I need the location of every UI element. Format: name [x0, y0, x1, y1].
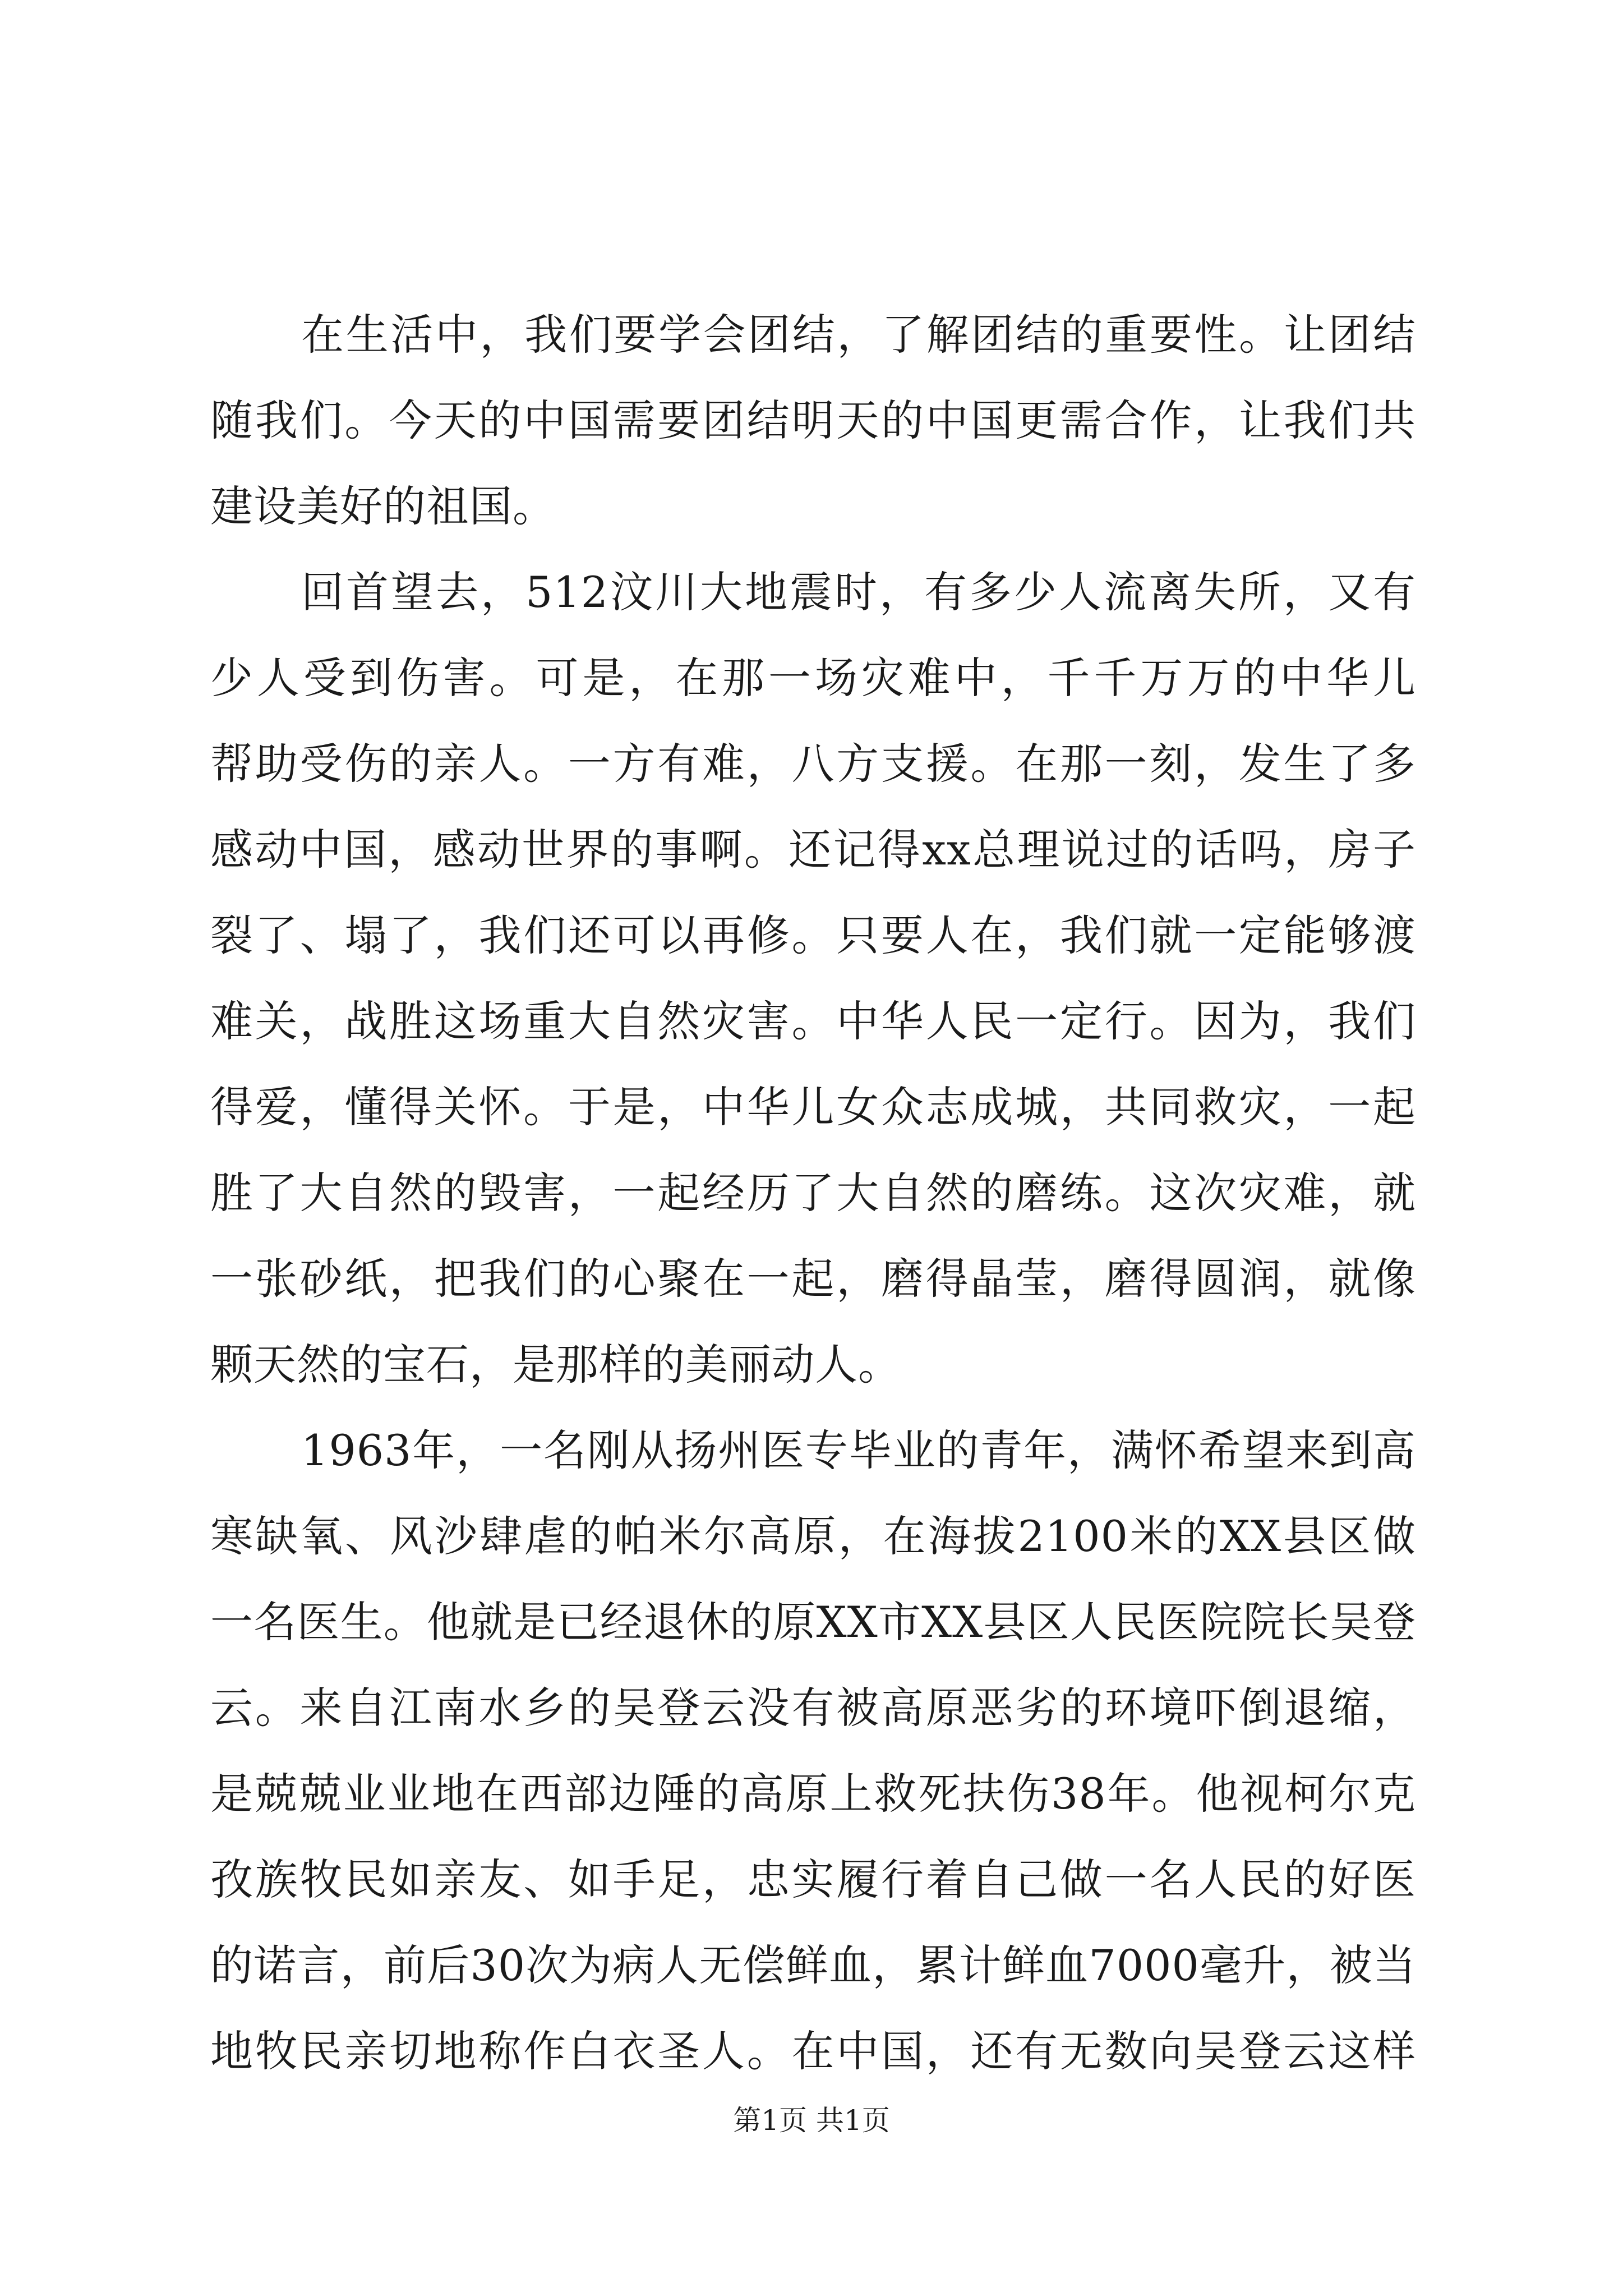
paragraph-line: 少人受到伤害。可是，在那一场灾难中，千千万万的中华儿 — [210, 653, 1416, 703]
paragraph-line: 得爱，懂得关怀。于是，中华儿女众志成城，共同救灾，一起 — [210, 1082, 1416, 1132]
paragraph-line: 感动中国，感动世界的事啊。还记得xx总理说过的话吗，房子 — [210, 825, 1416, 875]
paragraph-line: 在生活中，我们要学会团结，了解团结的重要性。让团结 — [301, 310, 1416, 360]
paragraph-1 — [210, 292, 1416, 549]
paragraph-line: 建设美好的祖国。 — [210, 481, 556, 531]
document-body — [210, 292, 1416, 2094]
paragraph-line: 回首望去，512汶川大地震时，有多少人流离失所，又有 — [301, 567, 1416, 617]
paragraph-line: 胜了大自然的毁害，一起经历了大自然的磨练。这次灾难，就 — [210, 1168, 1416, 1218]
page-number-footer: 第1页 共1页 — [733, 2104, 890, 2137]
paragraph-line: 寒缺氧、风沙肆虐的帕米尔高原，在海拔2100米的XX县区做 — [210, 1511, 1416, 1561]
paragraph-line: 随我们。今天的中国需要团结明天的中国更需合作，让我们共 — [210, 395, 1416, 445]
paragraph-line: 难关，战胜这场重大自然灾害。中华人民一定行。因为，我们 — [210, 996, 1416, 1046]
paragraph-line: 一张砂纸，把我们的心聚在一起，磨得晶莹，磨得圆润，就像 — [210, 1254, 1416, 1304]
paragraph-line: 颗天然的宝石，是那样的美丽动人。 — [210, 1340, 901, 1389]
paragraph-line: 一名医生。他就是已经退休的原XX市XX县区人民医院院长吴登 — [210, 1597, 1416, 1647]
paragraph-line: 孜族牧民如亲友、如手足，忠实履行着自己做一名人民的好医 — [210, 1855, 1416, 1904]
paragraph-line: 1963年，一名刚从扬州医专毕业的青年，满怀希望来到高 — [301, 1425, 1416, 1475]
paragraph-line: 帮助受伤的亲人。一方有难，八方支援。在那一刻，发生了多 — [210, 739, 1416, 789]
paragraph-line: 地牧民亲切地称作白衣圣人。在中国，还有无数向吴登云这样 — [210, 2026, 1416, 2076]
paragraph-2 — [210, 549, 1416, 1407]
paragraph-line: 裂了、塌了，我们还可以再修。只要人在，我们就一定能够渡 — [210, 910, 1416, 960]
paragraph-line: 是兢兢业业地在西部边陲的高原上救死扶伤38年。他视柯尔克 — [210, 1769, 1416, 1819]
paragraph-3 — [210, 1407, 1416, 2094]
paragraph-line: 的诺言，前后30次为病人无偿鲜血，累计鲜血7000毫升，被当 — [210, 1940, 1416, 1990]
paragraph-line: 云。来自江南水乡的吴登云没有被高原恶劣的环境吓倒退缩， — [210, 1683, 1416, 1733]
